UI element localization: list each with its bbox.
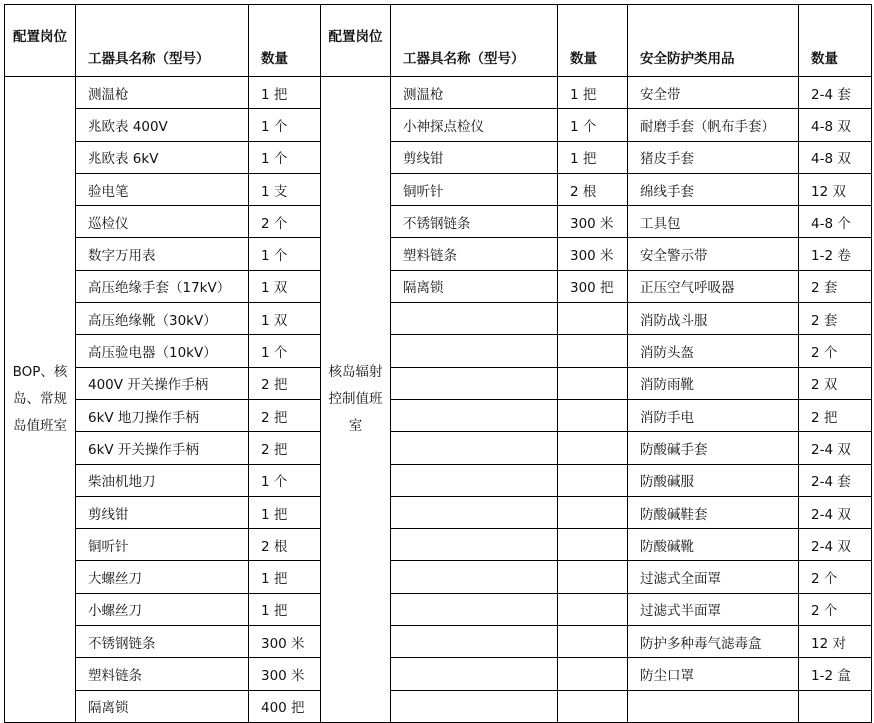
empty-cell: [558, 464, 628, 496]
header-safety-item: 安全防护类用品: [628, 5, 799, 77]
tool-qty: 300 把: [558, 270, 628, 302]
tool-name: 柴油机地刀: [76, 464, 249, 496]
post-name-2: 核岛辐射控制值班室: [321, 77, 391, 723]
empty-cell: [558, 367, 628, 399]
tool-name: 6kV 地刀操作手柄: [76, 399, 249, 431]
safety-item-name: 耐磨手套（帆布手套）: [628, 109, 799, 141]
safety-item-qty: 2-4 套: [799, 77, 872, 109]
table-row: [5, 496, 872, 528]
safety-item-name: 过滤式半面罩: [628, 593, 799, 625]
safety-item-name: 安全带: [628, 77, 799, 109]
tool-qty: 1 个: [249, 335, 321, 367]
post-name-1: BOP、核岛、常规岛值班室: [5, 77, 76, 723]
safety-item-name: 工具包: [628, 206, 799, 238]
safety-item-name: 正压空气呼吸器: [628, 270, 799, 302]
empty-cell: [391, 690, 558, 722]
header-qty-2: 数量: [558, 5, 628, 77]
table-body: [5, 77, 872, 723]
table-row: [5, 399, 872, 431]
safety-item-qty: 2 双: [799, 367, 872, 399]
safety-item-qty: 2-4 套: [799, 464, 872, 496]
empty-cell: [391, 593, 558, 625]
tool-name: 塑料链条: [391, 238, 558, 270]
tool-qty: 1 个: [558, 109, 628, 141]
tool-name: 塑料链条: [76, 658, 249, 690]
header-row: [5, 5, 872, 77]
table-row: [5, 367, 872, 399]
empty-cell: [558, 335, 628, 367]
tool-qty: 2 根: [249, 529, 321, 561]
empty-cell: [391, 561, 558, 593]
tool-name: 数字万用表: [76, 238, 249, 270]
empty-cell: [391, 496, 558, 528]
tool-name: 小神探点检仪: [391, 109, 558, 141]
table-row: [5, 77, 872, 109]
tool-name: 高压绝缘手套（17kV）: [76, 270, 249, 302]
table-row: [5, 270, 872, 302]
empty-cell: [558, 658, 628, 690]
tool-name: 验电笔: [76, 173, 249, 205]
safety-item-name: 猪皮手套: [628, 141, 799, 173]
safety-item-name: 消防雨靴: [628, 367, 799, 399]
tool-name: 不锈钢链条: [391, 206, 558, 238]
safety-item-name: 防尘口罩: [628, 658, 799, 690]
tool-qty: 300 米: [249, 658, 321, 690]
table-row: [5, 561, 872, 593]
tool-name: 400V 开关操作手柄: [76, 367, 249, 399]
tool-qty: 1 双: [249, 270, 321, 302]
tool-qty: 2 把: [249, 399, 321, 431]
safety-item-name: 防护多种毒气滤毒盒: [628, 626, 799, 658]
tool-name: 剪线钳: [391, 141, 558, 173]
safety-item-qty: 2-4 双: [799, 529, 872, 561]
tool-name: 高压验电器（10kV）: [76, 335, 249, 367]
tool-qty: 1 把: [558, 141, 628, 173]
table-row: [5, 593, 872, 625]
safety-item-qty: 4-8 双: [799, 141, 872, 173]
safety-item-qty: 2 个: [799, 561, 872, 593]
tool-name: 大螺丝刀: [76, 561, 249, 593]
tool-qty: 1 把: [249, 561, 321, 593]
table-row: [5, 690, 872, 722]
safety-item-name: 防酸碱手套: [628, 432, 799, 464]
tool-qty: 300 米: [558, 238, 628, 270]
tool-qty: 1 个: [249, 109, 321, 141]
tool-qty: 1 个: [249, 464, 321, 496]
table-row: [5, 658, 872, 690]
tool-qty: 2 根: [558, 173, 628, 205]
safety-item-name: 绵线手套: [628, 173, 799, 205]
safety-item-qty: 1-2 盒: [799, 658, 872, 690]
empty-cell: [558, 593, 628, 625]
tool-name: 铜听针: [391, 173, 558, 205]
tool-qty: 1 把: [249, 77, 321, 109]
tool-qty: 2 把: [249, 367, 321, 399]
empty-cell: [391, 464, 558, 496]
tool-name: 铜听针: [76, 529, 249, 561]
tool-qty: 300 米: [558, 206, 628, 238]
tool-name: 6kV 开关操作手柄: [76, 432, 249, 464]
table-row: [5, 303, 872, 335]
tool-qty: 1 个: [249, 141, 321, 173]
tool-name: 剪线钳: [76, 496, 249, 528]
tool-name: 高压绝缘靴（30kV）: [76, 303, 249, 335]
safety-item-qty: 1-2 卷: [799, 238, 872, 270]
table-row: [5, 206, 872, 238]
safety-item-qty: 2 把: [799, 399, 872, 431]
empty-cell: [391, 626, 558, 658]
safety-item-qty: 12 对: [799, 626, 872, 658]
empty-cell: [391, 399, 558, 431]
tool-qty: 300 米: [249, 626, 321, 658]
safety-item-qty: 2-4 双: [799, 496, 872, 528]
tool-qty: 1 个: [249, 238, 321, 270]
header-tool-2: 工器具名称（型号）: [391, 5, 558, 77]
tool-name: 小螺丝刀: [76, 593, 249, 625]
tool-name: 测温枪: [76, 77, 249, 109]
table-row: [5, 238, 872, 270]
safety-item-qty: 4-8 个: [799, 206, 872, 238]
header-post-2: 配置岗位: [321, 5, 391, 77]
tool-name: 不锈钢链条: [76, 626, 249, 658]
empty-cell: [799, 690, 872, 722]
empty-cell: [558, 690, 628, 722]
table-row: [5, 335, 872, 367]
safety-item-name: 消防手电: [628, 399, 799, 431]
safety-item-qty: 2 套: [799, 270, 872, 302]
header-qty-1: 数量: [249, 5, 321, 77]
empty-cell: [558, 303, 628, 335]
empty-cell: [558, 626, 628, 658]
tool-name: 测温枪: [391, 77, 558, 109]
tool-name: 巡检仪: [76, 206, 249, 238]
safety-item-name: 防酸碱靴: [628, 529, 799, 561]
header-safety-qty: 数量: [799, 5, 872, 77]
empty-cell: [558, 432, 628, 464]
table-row: [5, 173, 872, 205]
table-row: [5, 432, 872, 464]
table-row: [5, 529, 872, 561]
tool-qty: 400 把: [249, 690, 321, 722]
safety-item-name: 安全警示带: [628, 238, 799, 270]
table-row: [5, 141, 872, 173]
safety-item-qty: 2 个: [799, 335, 872, 367]
table-row: [5, 464, 872, 496]
empty-cell: [558, 496, 628, 528]
tool-name: 隔离锁: [76, 690, 249, 722]
empty-cell: [558, 529, 628, 561]
tool-name: 兆欧表 6kV: [76, 141, 249, 173]
empty-cell: [391, 303, 558, 335]
safety-item-name: 消防头盔: [628, 335, 799, 367]
tool-qty: 1 把: [558, 77, 628, 109]
tool-qty: 1 把: [249, 593, 321, 625]
empty-cell: [391, 658, 558, 690]
safety-item-qty: 12 双: [799, 173, 872, 205]
safety-item-name: 防酸碱服: [628, 464, 799, 496]
empty-cell: [558, 399, 628, 431]
tool-qty: 2 个: [249, 206, 321, 238]
tool-name: 兆欧表 400V: [76, 109, 249, 141]
safety-item-name: 消防战斗服: [628, 303, 799, 335]
tool-qty: 1 把: [249, 496, 321, 528]
equipment-allocation-table: [4, 4, 872, 723]
safety-item-name: 防酸碱鞋套: [628, 496, 799, 528]
empty-cell: [391, 432, 558, 464]
safety-item-qty: 2 个: [799, 593, 872, 625]
empty-cell: [558, 561, 628, 593]
tool-qty: 2 把: [249, 432, 321, 464]
empty-cell: [391, 367, 558, 399]
header-tool-1: 工器具名称（型号）: [76, 5, 249, 77]
safety-item-qty: 4-8 双: [799, 109, 872, 141]
tool-name: 隔离锁: [391, 270, 558, 302]
tool-qty: 1 双: [249, 303, 321, 335]
safety-item-qty: 2-4 双: [799, 432, 872, 464]
empty-cell: [391, 529, 558, 561]
table-row: [5, 109, 872, 141]
safety-item-qty: 2 套: [799, 303, 872, 335]
table-row: [5, 626, 872, 658]
empty-cell: [391, 335, 558, 367]
empty-cell: [628, 690, 799, 722]
header-post-1: 配置岗位: [5, 5, 76, 77]
safety-item-name: 过滤式全面罩: [628, 561, 799, 593]
tool-qty: 1 支: [249, 173, 321, 205]
